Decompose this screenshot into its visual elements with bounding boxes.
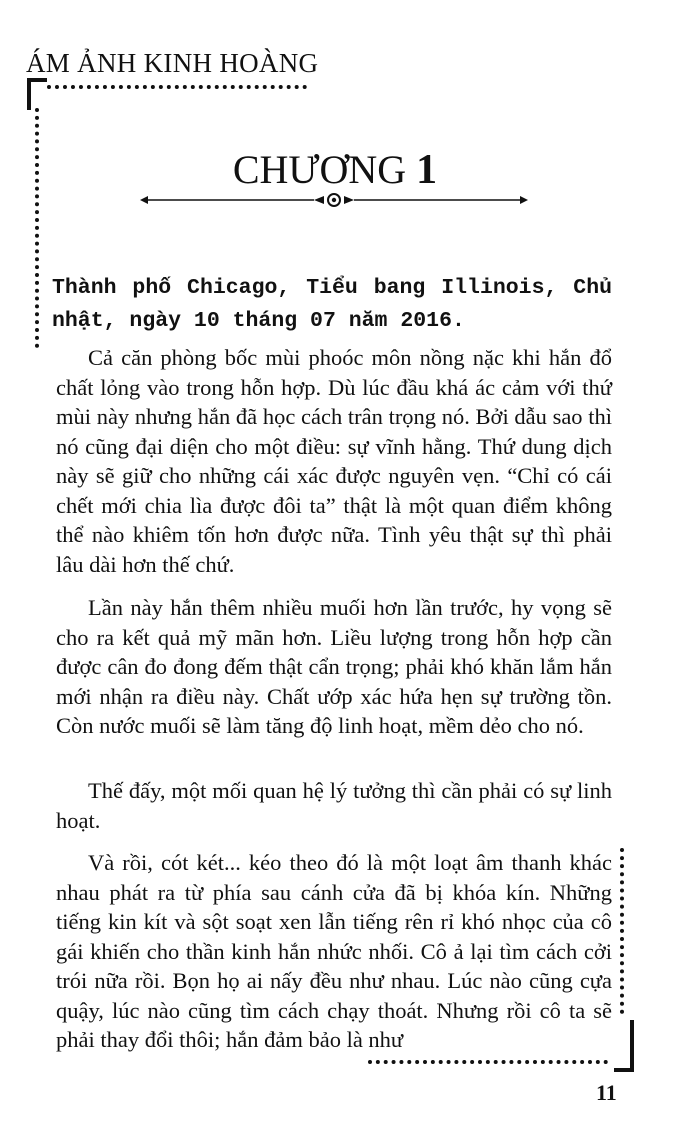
bottom-right-dotted-rule (368, 1060, 608, 1064)
chapter-ornament (138, 188, 530, 212)
paragraph-4: Và rồi, cót két... kéo theo đó là một loạt âm thanh khác nhau phát ra từ phía sau cánh cửa đã bị khóa kín. Những tiếng kin kít và sột soạt xen lẫn tiếng rên rỉ khó nhọc của cô gái khiến cho thần kinh hắn nhức nhối. Cô ả lại tìm cách cởi trói nữa rồi. Bọn họ ai nấy đều như nhau. Lúc nào cũng cựa quậy, lúc nào cũng tìm cách chạy thoát. Nhưng rồi cô ta sẽ phải thay đổi thôi; hắn đảm bảo là như (56, 850, 612, 1052)
left-dotted-rule (35, 108, 39, 348)
paragraph-2: Lần này hắn thêm nhiều muối hơn lần trước, hy vọng sẽ cho ra kết quả mỹ mãn hơn. Liều lượng trong hỗn hợp cần được cân đo đong đếm thật cẩn trọng; phải khó khăn lắm hắn mới nhận ra điều này. Chất ướp xác hứa hẹn sự trường tồn. Còn nước muối sẽ làm tăng độ linh hoạt, mềm dẻo cho nó. (56, 595, 612, 738)
bottom-right-frame-corner (614, 1020, 634, 1072)
page-number: 11 (596, 1080, 617, 1105)
paragraph-3: Thế đấy, một mối quan hệ lý tưởng thì cần phải có sự linh hoạt. (56, 778, 612, 833)
top-left-frame-corner (27, 78, 47, 110)
bottom-right-dotted-rule-vertical (620, 848, 624, 1014)
chapter-word: CHƯƠNG (232, 147, 407, 192)
running-head: ÁM ẢNH KINH HOÀNG (26, 48, 319, 78)
top-left-dotted-rule (47, 85, 307, 89)
chapter-number: 1 (416, 147, 438, 193)
chapter-title (0, 146, 670, 194)
dateline: Thành phố Chicago, Tiểu bang Illinois, Chủ nhật, ngày 10 tháng 07 năm 2016. (52, 276, 612, 333)
paragraph-1: Cả căn phòng bốc mùi phoóc môn nồng nặc khi hắn đổ chất lỏng vào trong hỗn hợp. Dù lúc đầu khá ác cảm với thứ mùi này nhưng hắn đã học cách trân trọng nó. Bởi dẫu sao thì nó cũng đại diện cho một điều: sự vĩnh hằng. Thứ dung dịch này sẽ giữ cho những cái xác được nguyên vẹn. “Chỉ có cái chết mới chia lìa được đôi ta” thật là một quan điểm không thể nào khiêm tốn hơn được nữa. Tình yêu thật sự thì phải lâu dài hơn thế chứ. (56, 345, 612, 577)
